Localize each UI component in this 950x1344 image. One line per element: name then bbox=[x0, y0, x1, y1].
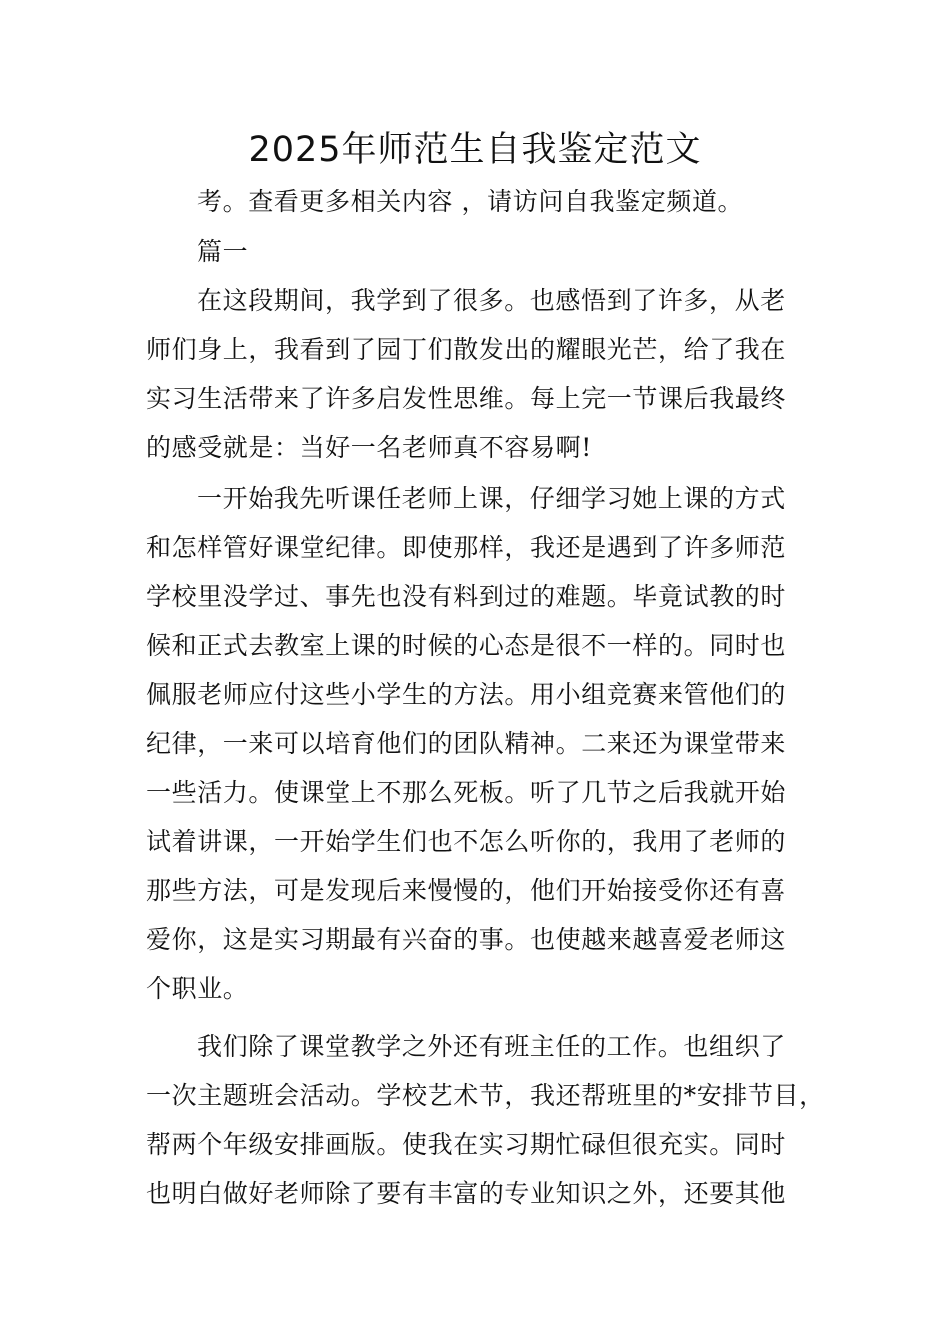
document-title: 2025年师范生自我鉴定范文 bbox=[248, 130, 702, 170]
text-line: 我们除了课堂教学之外还有班主任的工作。也组织了 bbox=[197, 1032, 786, 1061]
text-line: 纪律，一来可以培育他们的团队精神。二来还为课堂带来 bbox=[146, 729, 787, 758]
text-line: 学校里没学过、事先也没有料到过的难题。毕竟试教的时 bbox=[146, 582, 787, 611]
text-line: 一次主题班会活动。学校艺术节，我还帮班里的*安排节目， bbox=[146, 1081, 825, 1110]
intro-paragraph bbox=[146, 177, 810, 226]
text-line: 实习生活带来了许多启发性思维。每上完一节课后我最终 bbox=[146, 384, 787, 413]
text-line: 那些方法，可是发现后来慢慢的，他们开始接受你还有喜 bbox=[146, 876, 787, 905]
intro-line: 考。查看更多相关内容 ，请访问自我鉴定频道。 bbox=[197, 187, 744, 216]
text-line: 佩服老师应付这些小学生的方法。用小组竞赛来管他们的 bbox=[146, 680, 787, 709]
text-line: 的感受就是：当好一名老师真不容易啊! bbox=[146, 433, 592, 462]
text-line: 帮两个年级安排画版。使我在实习期忙碌但很充实。同时 bbox=[146, 1130, 787, 1159]
text-line: 师们身上，我看到了园丁们散发出的耀眼光芒，给了我在 bbox=[146, 335, 787, 364]
text-line: 在这段期间，我学到了很多。也感悟到了许多，从老 bbox=[197, 286, 786, 315]
text-line: 一些活力。使课堂上不那么死板。听了几节之后我就开始 bbox=[146, 778, 787, 807]
paragraph-2 bbox=[146, 474, 810, 1013]
text-line: 试着讲课，一开始学生们也不怎么听你的，我用了老师的 bbox=[146, 827, 787, 856]
paragraph-3 bbox=[146, 1022, 825, 1218]
text-line: 个职业。 bbox=[146, 974, 249, 1003]
text-line: 一开始我先听课任老师上课，仔细学习她上课的方式 bbox=[197, 484, 786, 513]
text-line: 也明白做好老师除了要有丰富的专业知识之外，还要其他 bbox=[146, 1179, 787, 1208]
text-line: 候和正式去教室上课的时候的心态是很不一样的。同时也 bbox=[146, 631, 787, 660]
section-label: 篇一 bbox=[197, 237, 249, 266]
text-line: 爱你，这是实习期最有兴奋的事。也使越来越喜爱老师这 bbox=[146, 925, 787, 954]
text-line: 和怎样管好课堂纪律。即使那样，我还是遇到了许多师范 bbox=[146, 533, 787, 562]
section-heading bbox=[146, 227, 810, 276]
paragraph-1 bbox=[146, 276, 810, 472]
